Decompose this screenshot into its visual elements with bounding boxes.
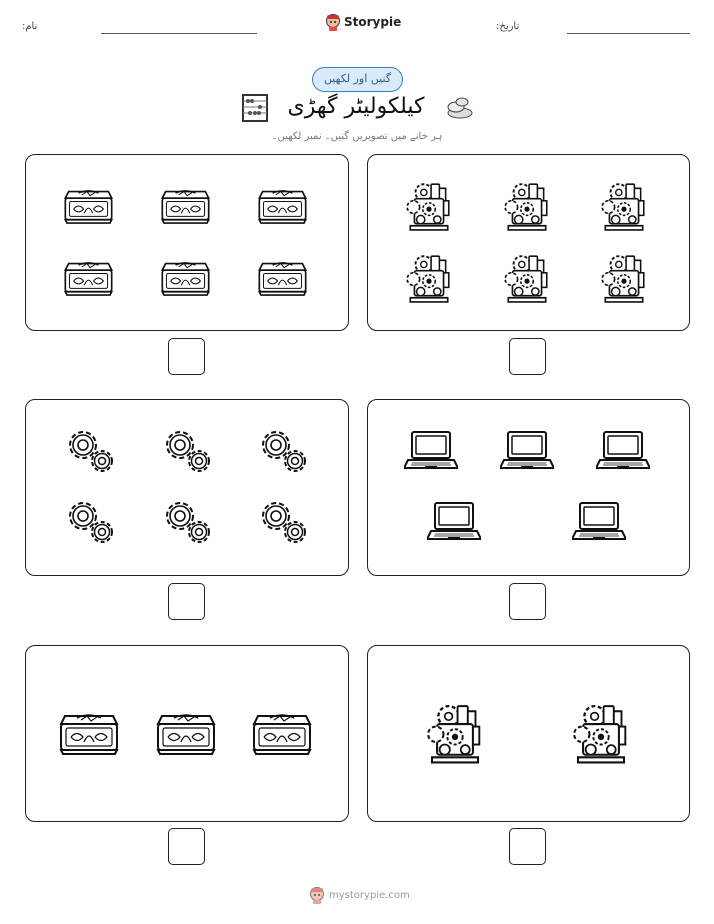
laptop-icon: [500, 428, 554, 472]
date-label: تاریخ:: [496, 21, 520, 32]
treasure-chest-icon: [159, 255, 212, 297]
treasure-chest-icon: [256, 183, 309, 225]
abacus-icon: [241, 93, 269, 123]
laptop-icon: [404, 428, 458, 472]
answer-box-bottom-left[interactable]: [168, 828, 205, 865]
treasure-chest-icon: [57, 706, 121, 756]
treasure-chest-icon: [62, 255, 115, 297]
gears-icon: [65, 499, 115, 545]
steampunk-machine-icon: [503, 252, 551, 304]
answer-box-top-right[interactable]: [509, 338, 546, 375]
storypie-mascot-icon: [325, 13, 341, 31]
steampunk-machine-icon: [503, 180, 551, 232]
laptop-icon: [427, 499, 481, 543]
panel-bottom-right: [367, 645, 690, 822]
treasure-chest-icon: [250, 706, 314, 756]
answer-box-top-left[interactable]: [168, 338, 205, 375]
instruction-text: ہر خانے میں تصویریں گنیں۔ نمبر لکھیں۔: [271, 131, 443, 142]
treasure-chest-icon: [159, 183, 212, 225]
date-line[interactable]: [567, 33, 690, 34]
brand-name: Storypie: [344, 15, 402, 29]
panel-top-left: [25, 154, 349, 331]
name-line[interactable]: [101, 33, 257, 34]
laptop-icon: [572, 499, 626, 543]
laptop-icon: [596, 428, 650, 472]
stones-icon: [444, 95, 474, 119]
steampunk-machine-icon: [572, 701, 630, 765]
panel-middle-left: [25, 399, 349, 576]
treasure-chest-icon: [256, 255, 309, 297]
steampunk-machine-icon: [600, 252, 648, 304]
answer-box-bottom-right[interactable]: [509, 828, 546, 865]
steampunk-machine-icon: [600, 180, 648, 232]
panel-middle-right: [367, 399, 690, 576]
gears-icon: [258, 499, 308, 545]
gears-icon: [65, 428, 115, 474]
footer-url[interactable]: mystorypie.com: [329, 889, 410, 901]
name-label: نام:: [22, 21, 38, 32]
activity-badge: گنیں اور لکھیں: [312, 67, 403, 92]
steampunk-machine-icon: [405, 252, 453, 304]
brand-logo: [325, 13, 401, 31]
gears-icon: [162, 499, 212, 545]
storypie-mascot-icon: [309, 886, 325, 904]
steampunk-machine-icon: [405, 180, 453, 232]
gears-icon: [162, 428, 212, 474]
gears-icon: [258, 428, 308, 474]
worksheet-title: کیلکولیٹر گھڑی: [287, 94, 425, 119]
answer-box-middle-left[interactable]: [168, 583, 205, 620]
treasure-chest-icon: [62, 183, 115, 225]
treasure-chest-icon: [154, 706, 218, 756]
footer: [309, 886, 410, 904]
answer-box-middle-right[interactable]: [509, 583, 546, 620]
steampunk-machine-icon: [426, 701, 484, 765]
